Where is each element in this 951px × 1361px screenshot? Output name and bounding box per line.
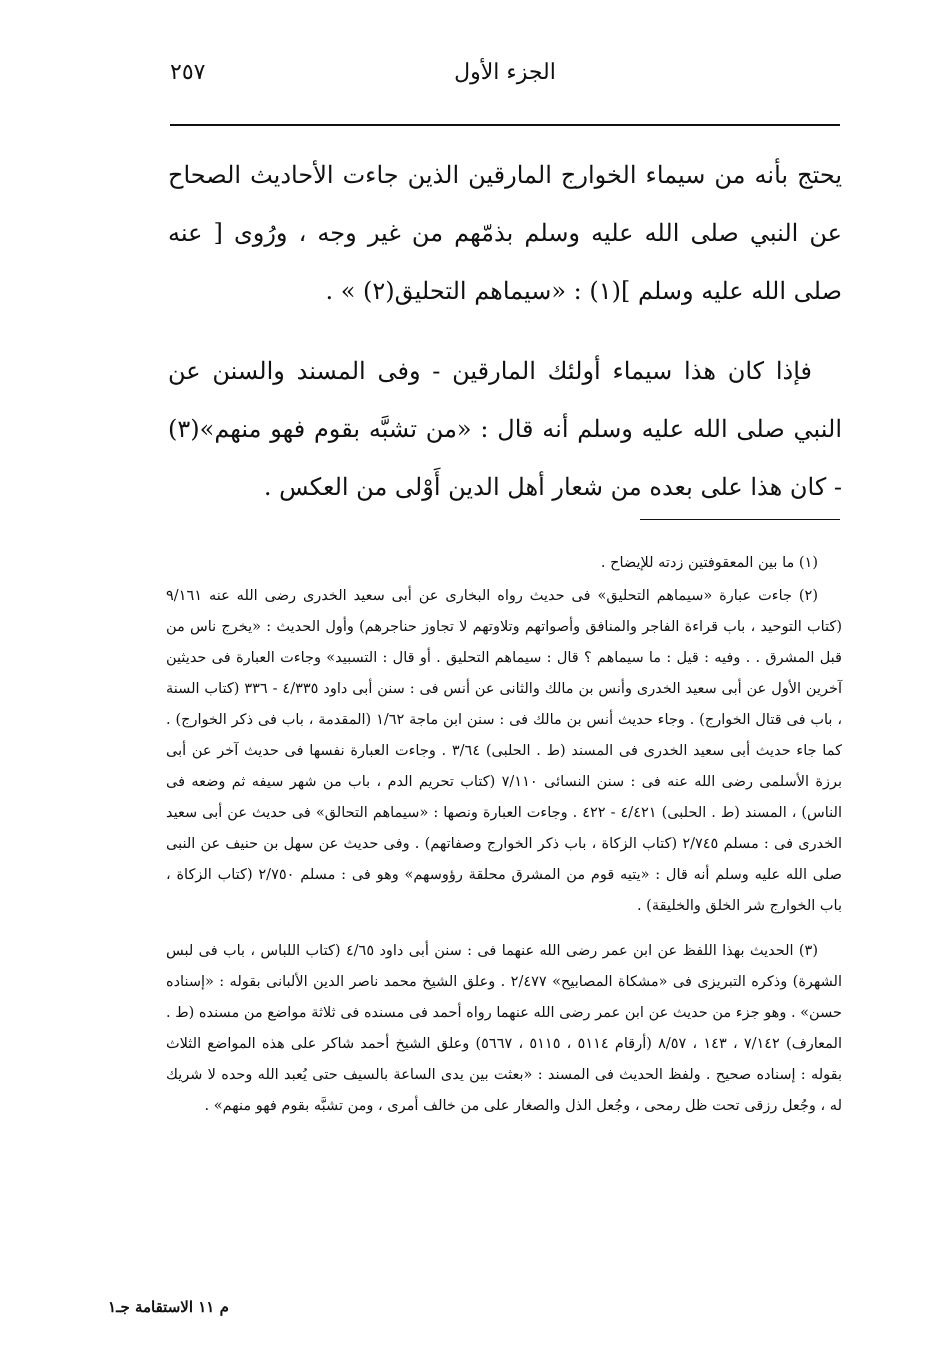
running-header (170, 60, 840, 100)
page-number: ٢٥٧ (170, 60, 206, 85)
footnote-2: (٢) جاءت عبارة «سيماهم التحليق» فى حديث رواه البخارى عن أبى سعيد الخدرى رضى الله عنه ٩/١٦١ (كتاب التوحيد ، باب قراءة الفاجر والمنافق وأصواتهم وتلاوتهم لا تجاوز حناجرهم) وأول الحديث : «يخرج ناس من قبل المشرق . . وفيه : قيل : ما سيماهم ؟ قال : سيماهم التحليق . أو قال : التسبيد» وجاءت العبارة فى حديثين آخرين الأول عن أبى سعيد الخدرى وأنس بن مالك والثانى عن أنس فى : سنن أبى داود ٤/٣٣٥ - ٣٣٦ (كتاب السنة ، باب فى قتال الخوارج) . وجاء حديث أنس بن مالك فى : سنن ابن ماجة ١/٦٢ (المقدمة ، باب فى ذكر الخوارج) . كما جاء حديث أبى سعيد الخدرى فى المسند (ط . الحلبى) ٣/٦٤ . وجاءت العبارة نفسها فى حديث آخر عن أبى برزة الأسلمى رضى الله عنه فى : سنن النسائى ٧/١١٠ (كتاب تحريم الدم ، باب من شهر سيفه ثم وضعه فى الناس) ، المسند (ط . الحلبى) ٤/٤٢١ - ٤٢٢ . وجاءت العبارة ونصها : «سيماهم التحالق» فى حديث عن أبى سعيد الخدرى فى : مسلم ٢/٧٤٥ (كتاب الزكاة ، باب ذكر الخوارج وصفاتهم) . وفى حديث عن سهل بن حنيف عن النبى صلى الله عليه وسلم أنه قال : «يتيه قوم من المشرق محلقة رؤوسهم» وهو فى : مسلم ٢/٧٥٠ (كتاب الزكاة ، باب الخوارج شر الخلق والخليقة) . (166, 588, 842, 914)
footnotes (166, 548, 842, 1122)
footnote-separator (640, 519, 840, 520)
paragraph-1: يحتج بأنه من سيماء الخوارج المارقين الذين جاءت الأحاديث الصحاح عن النبي صلى الله عليه وسلم بذمّهم من غير وجه ، ورُوى [ عنه صلى الله عليه وسلم ](١) : «سيماهم التحليق(٢) » . (168, 161, 842, 305)
footnote-3: (٣) الحديث بهذا اللفظ عن ابن عمر رضى الله عنهما فى : سنن أبى داود ٤/٦٥ (كتاب اللباس ، باب فى لبس الشهرة) وذكره التبريزى فى «مشكاة المصابيح» ٢/٤٧٧ . وعلق الشيخ محمد ناصر الدين الألبانى بقوله : «إسناده حسن» . وهو جزء من حديث عن ابن عمر رضى الله عنهما رواه أحمد فى مسنده فى ثلاثة مواضع من مسنده (ط . المعارف) ٧/١٤٢ ، ١٤٣ ، ٨/٥٧ (أرقام ٥١١٤ ، ٥١١٥ ، ٥٦٦٧) وعلق الشيخ أحمد شاكر على هذه المواضع الثلاث بقوله : إسناده صحيح . ولفظ الحديث فى المسند : «بعثت بين يدى الساعة بالسيف حتى يُعبد الله وحده لا شريك له ، وجُعل رزقى تحت ظل رمحى ، وجُعل الذل والصغار على من خالف أمرى ، ومن تشبَّه بقوم فهو منهم» . (166, 943, 842, 1114)
main-text (168, 146, 842, 516)
signature-mark: م ١١ الاستقامة جـ١ (108, 1298, 229, 1316)
header-title: الجزء الأول (454, 60, 556, 85)
header-rule (170, 124, 840, 126)
paragraph-2: فإذا كان هذا سيماء أولئك المارقين - وفى المسند والسنن عن النبي صلى الله عليه وسلم أنه قال : «من تشبَّه بقوم فهو منهم»(٣) - كان هذا على بعده من شعار أهل الدين أَوْلى من العكس . (168, 357, 842, 501)
footnote-1: (١) ما بين المعقوفتين زدته للإيضاح . (600, 555, 818, 571)
